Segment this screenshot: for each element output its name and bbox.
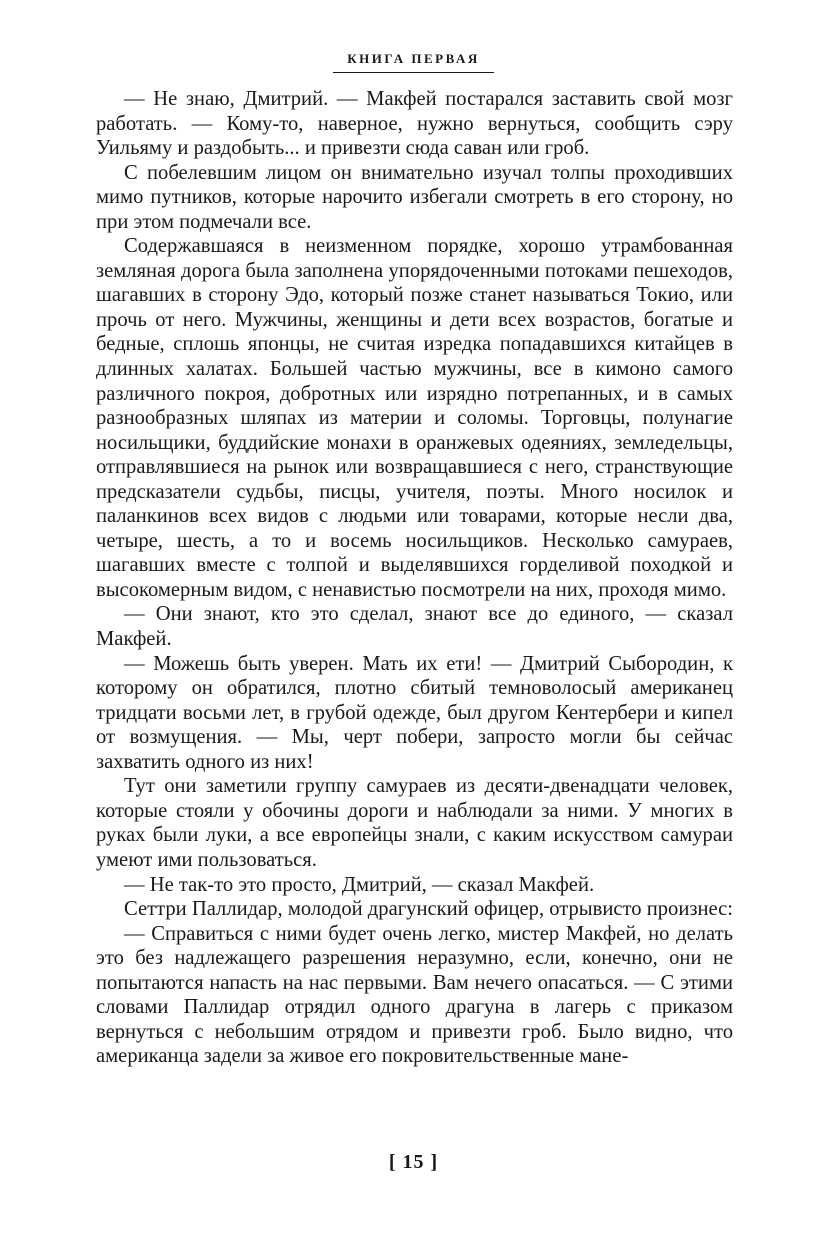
paragraph: — Справиться с ними будет очень легко, мистер Макфей, но делать это без надлежащего разрешения неразумно, если, конечно, они не попытаются напасть на нас первыми. Вам нечего опасаться. — С этими словами Паллидар отрядил одного драгуна в лагерь с приказом вернуться с небольшим отрядом и привезти гроб. Было видно, что американца задели за живое его покровительственные мане- [96, 922, 733, 1068]
running-head [0, 48, 827, 73]
page-number: [ 15 ] [388, 1151, 439, 1173]
body-text [96, 87, 733, 1069]
running-title: КНИГА ПЕРВАЯ [333, 51, 494, 73]
paragraph: — Можешь быть уверен. Мать их ети! — Дмитрий Сыбородин, к которому он обратился, плотно сбитый темноволосый американец тридцати восьми лет, в грубой одежде, был другом Кентербери и кипел от возмущения. — Мы, черт побери, запросто могли бы сейчас захватить одного из них! [96, 652, 733, 773]
paragraph: Сеттри Паллидар, молодой драгунский офицер, отрывисто произнес: [124, 898, 734, 921]
paragraph: Тут они заметили группу самураев из десяти-двенадцати человек, которые стояли у обочины дороги и наблюдали за ними. У многих в руках были луки, а все европейцы знали, с каким искусством самураи умеют ими пользоваться. [96, 775, 733, 871]
paragraph: — Не знаю, Дмитрий. — Макфей постарался заставить свой мозг работать. — Кому-то, наверное, нужно вернуться, сообщить сэру Уильяму и раздобыть... и привезти сюда саван или гроб. [96, 88, 733, 160]
paragraph: Содержавшаяся в неизменном порядке, хорошо утрамбованная земляная дорога была заполнена упорядоченными потоками пешеходов, шагавших в сторону Эдо, который позже станет называться Токио, или прочь от него. Мужчины, женщины и дети всех возрастов, богатые и бедные, сплошь японцы, не считая изредка попадавшихся китайцев в длинных халатах. Большей частью мужчины, все в кимоно самого различного покроя, добротных или изрядно потрепанных, и в самых разнообразных шляпах из материи и соломы. Торговцы, полунагие носильщики, буддийские монахи в оранжевых одеяниях, земледельцы, отправлявшиеся на рынок или возвращавшиеся с него, странствующие предсказатели судьбы, писцы, учителя, поэты. Много носилок и паланкинов всех видов с людьми или товарами, которые несли два, четыре, шесть, а то и восемь носильщиков. Несколько самураев, шагавших вместе с толпой и выделявшихся горделивой походкой и высокомерным видом, с ненавистью посмотрели на них, проходя мимо. [96, 235, 733, 601]
paragraph: — Они знают, кто это сделал, знают все до единого, — сказал Макфей. [96, 603, 733, 651]
paragraph: С побелевшим лицом он внимательно изучал толпы проходивших мимо путников, которые нарочито избегали смотреть в его сторону, но при этом подмечали все. [96, 161, 733, 233]
paragraph: — Не так-то это просто, Дмитрий, — сказал Макфей. [124, 873, 595, 896]
